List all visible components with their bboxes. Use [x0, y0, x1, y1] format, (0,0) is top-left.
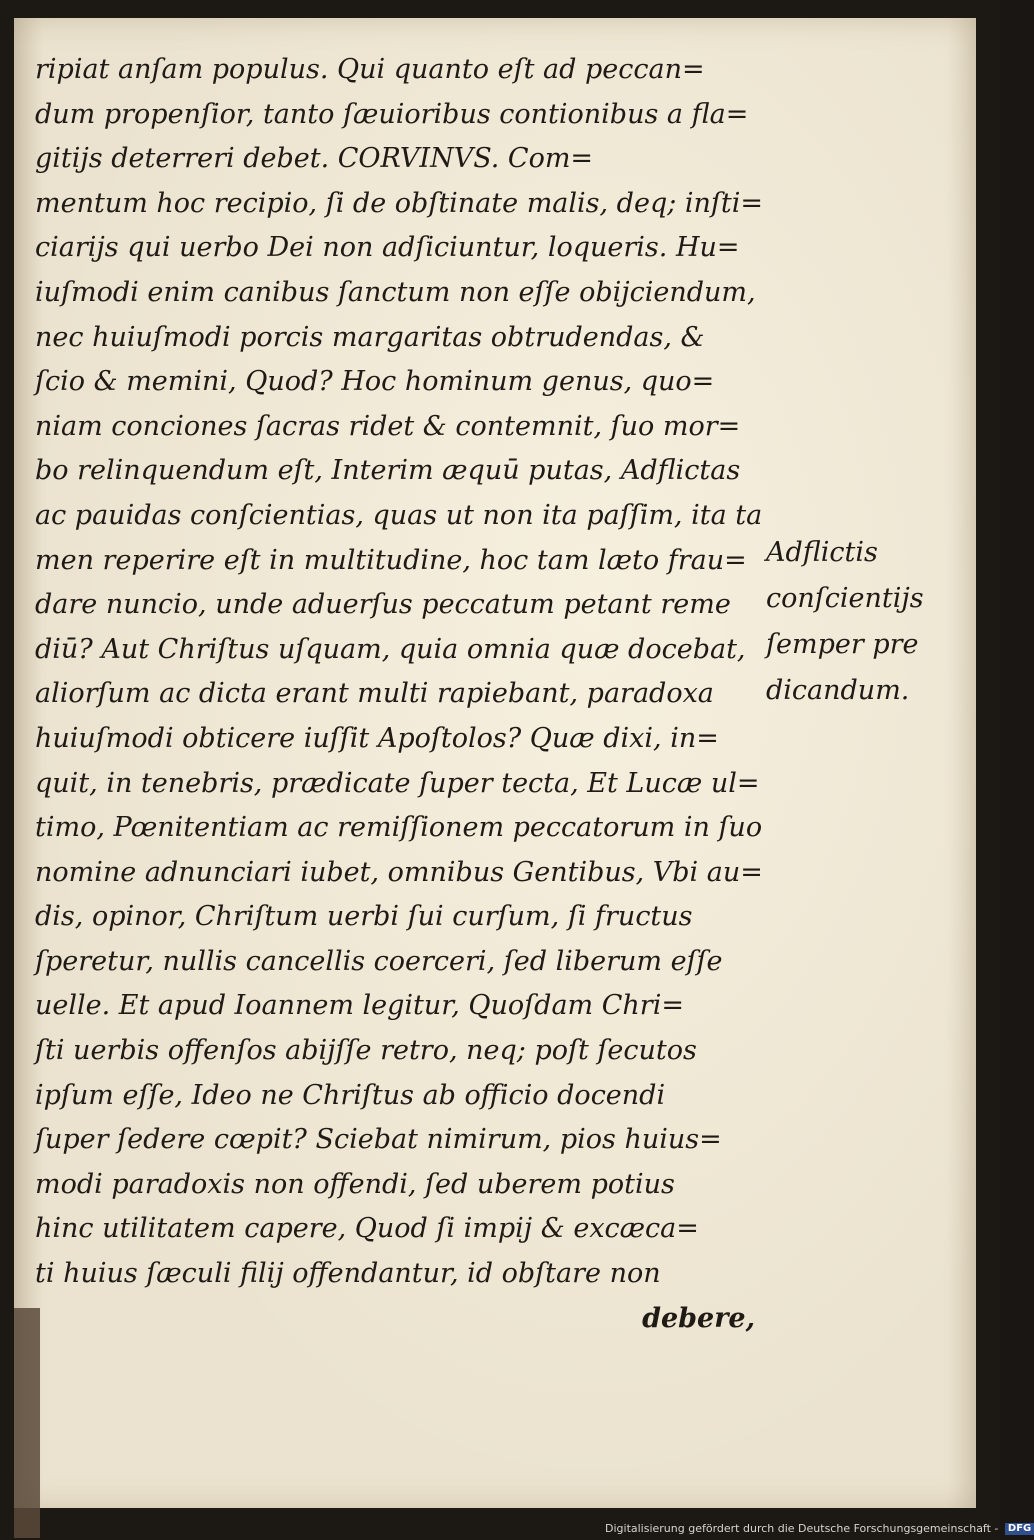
text-line: niam conciones ſacras ridet & contemnit, ſuo mor=	[35, 410, 741, 442]
text-line: men reperire eſt in multitudine, hoc tam læto frau=	[35, 544, 747, 576]
credit-text: Digitalisierung gefördert durch die Deutsche Forschungsgemeinschaft -	[605, 1522, 999, 1535]
text-line: huiuſmodi obticere iuſſit Apoſtolos? Quæ dixi, in=	[35, 722, 719, 754]
text-line: mentum hoc recipio, ſi de obſtinate malis, deq; inſti=	[35, 187, 764, 219]
text-line: ſti uerbis offenſos abijſſe retro, neq; poſt ſecutos	[35, 1035, 697, 1067]
digitization-credit	[605, 1522, 1034, 1535]
marginal-note-line: ſemper pre	[766, 629, 919, 660]
binding-edge	[14, 1308, 40, 1538]
text-line: gitijs deterreri debet. CORVINVS. Com=	[35, 143, 594, 175]
text-line: ac pauidas conſcientias, quas ut non ita paſſim, ita ta	[35, 499, 763, 531]
text-line: ipſum eſſe, Ideo ne Chriſtus ab officio docendi	[35, 1079, 666, 1111]
text-line: timo, Pœnitentiam ac remiſſionem peccatorum in ſuo	[35, 812, 763, 844]
dfg-logo: DFG	[1005, 1523, 1034, 1535]
text-line: nec huiuſmodi porcis margaritas obtrudendas, &	[35, 321, 705, 353]
text-line: ti huius ſæculi filij offendantur, id obſtare non	[35, 1258, 661, 1290]
text-line: ripiat anſam populus. Qui quanto eſt ad peccan=	[35, 54, 705, 85]
text-line: uelle. Et apud Ioannem legitur, Quoſdam Chri=	[35, 990, 684, 1022]
text-line: ſuper ſedere cœpit? Sciebat nimirum, pios huius=	[35, 1124, 722, 1156]
text-line: dare nuncio, unde aduerſus peccatum petant reme	[35, 589, 731, 621]
marginal-note-line: conſcientijs	[766, 583, 924, 614]
text-line: bo relinquendum eſt, Interim æquū putas, Adflictas	[35, 455, 741, 487]
text-line: ſcio & memini, Quod? Hoc hominum genus, quo=	[35, 366, 715, 398]
text-line: quit, in tenebris, prædicate ſuper tecta, Et Lucæ ul=	[35, 767, 760, 799]
body-text	[35, 48, 764, 1341]
marginal-note-line: dicandum.	[766, 675, 910, 706]
text-line: aliorſum ac dicta erant multi rapiebant, paradoxa	[35, 678, 714, 710]
text-line: hinc utilitatem capere, Quod ſi impij & excæca=	[35, 1213, 699, 1245]
marginal-note-line: Adflictis	[766, 537, 878, 568]
marginal-note	[766, 530, 966, 714]
text-line: iuſmodi enim canibus ſanctum non eſſe obijciendum,	[35, 276, 756, 308]
catchword: debere,	[642, 1302, 755, 1334]
text-line: dis, opinor, Chriſtum uerbi ſui curſum, ſi fructus	[35, 901, 693, 933]
text-line: nomine adnunciari iubet, omnibus Gentibus, Vbi au=	[35, 856, 763, 888]
text-line: ſperetur, nullis cancellis coerceri, ſed liberum eſſe	[35, 945, 723, 977]
text-line: ciarijs qui uerbo Dei non adſiciuntur, loqueris. Hu=	[35, 232, 740, 264]
text-line: modi paradoxis non offendi, ſed uberem potius	[35, 1168, 675, 1200]
text-line: dum propenſior, tanto ſæuioribus contionibus a fla=	[35, 98, 749, 130]
text-line: diū? Aut Chriſtus uſquam, quia omnia quæ docebat,	[35, 633, 746, 665]
